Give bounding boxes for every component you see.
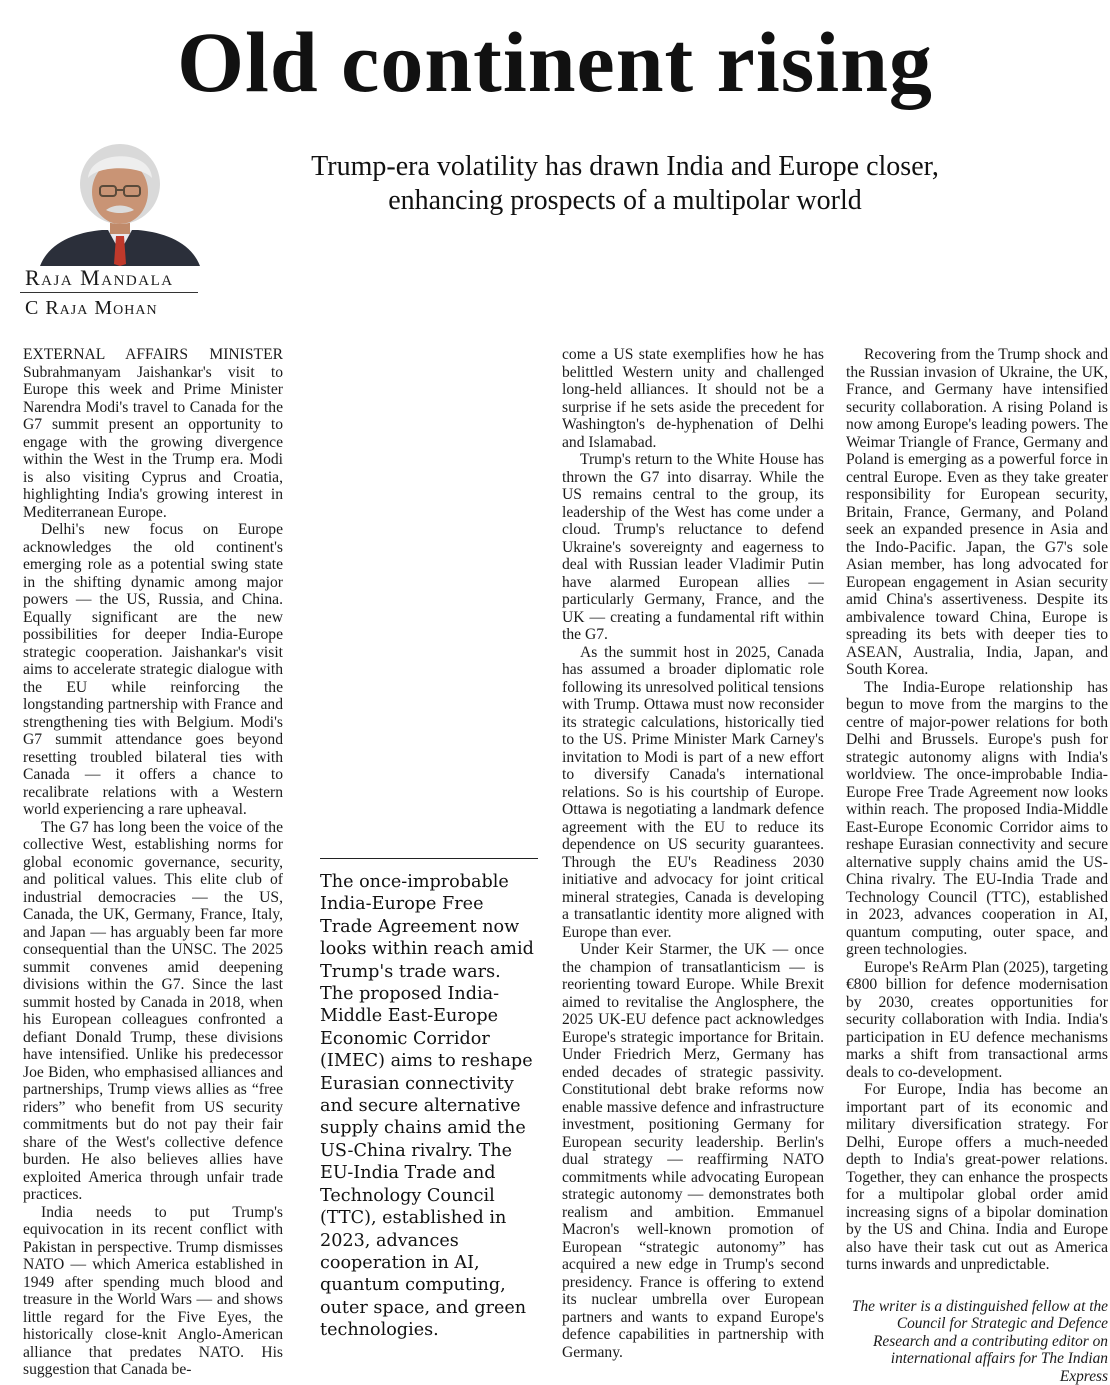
paragraph: Under Keir Starmer, the UK — once the champion of transatlanticism — is reorienting toward Europe. While Brexit aimed to revitalise the Anglosphere, the 2025 UK-EU defence pact acknowledges Europe's strategic importance for Britain. Under Friedrich Merz, Germany has ended decades of strategic passivity. Constitutional debt brake reforms now enable massive defence and infrastructure investment, positioning Germany for European security leadership. Berlin's dual strategy — reaffirming NATO commitments while advocating European strategic autonomy — demonstrates both realism and ambition. Emmanuel Macron's well-known promotion of European “strategic autonomy” has acquired a new edge in Trump's second presidency. France is offering to extend its nuclear umbrella over European partners and wants to expand Europe's defence capabilities in partnership with Germany.: [562, 941, 824, 1361]
paragraph: come a US state exemplifies how he has belittled Western unity and challenged long-held alliances. It should not be a surprise if he sets aside the precedent for Washington's de-hyphenation of Delhi and Islamabad.: [562, 346, 824, 451]
paragraph: For Europe, India has become an important part of its economic and military diversification strategy. For Delhi, Europe offers a much-needed depth to India's great-power relations. Together, they can enhance the prospects for a multipolar global order amid increasing signs of a bipolar domination by the US and China. India and Europe also have their task cut out as America turns inwards and unpredictable.: [846, 1081, 1108, 1274]
pull-quote: [320, 858, 538, 1342]
article-column-3: [846, 346, 1108, 1192]
pull-quote-text: The once-improbable India-Europe Free Trade Agreement now looks within reach amid Trump's trade wars. The proposed India-Middle East-Europe Economic Corridor (IMEC) aims to reshape Eurasian connectivity and secure alternative supply chains amid the US-China rivalry. The EU-India Trade and Technology Council (TTC), established in 2023, advances cooperation in AI, quantum computing, outer space, and green technologies.: [320, 871, 538, 1342]
author-note: The writer is a distinguished fellow at the Council for Strategic and Defence Research and a contributing editor on international affairs for The Indian Express: [846, 1298, 1108, 1385]
author-portrait-illustration: [30, 140, 210, 266]
article-column-1: [23, 346, 283, 1192]
byline-divider: [20, 292, 198, 293]
paragraph: Trump's return to the White House has thrown the G7 into disarray. While the US remains central to the group, its leadership of the West has come under a cloud. Trump's reluctance to defend Ukraine's sovereignty and eagerness to deal with Russian leader Vladimir Putin have alarmed European allies — particularly Germany, France, and the UK — creating a fundamental rift within the G7.: [562, 451, 824, 644]
article-column-2: [562, 346, 824, 1192]
deck-line-2: enhancing prospects of a multipolar world: [200, 184, 1050, 218]
headline: Old continent rising: [0, 12, 1110, 112]
paragraph: Delhi's new focus on Europe acknowledges the old continent's emerging role as a potential swing state in the shifting dynamic among major powers — the US, Russia, and China. Equally significant are the new possibilities for deeper India-Europe strategic cooperation. Jaishankar's visit aims to accelerate strategic dialogue with the EU while reinforcing the longstanding partnership with France and strengthening ties with Belgium. Modi's G7 summit attendance goes beyond resetting troubled bilateral ties with Canada — it offers a chance to recalibrate relations with a Western world experiencing a rare upheaval.: [23, 521, 283, 819]
byline: C Raja Mohan: [25, 296, 205, 320]
paragraph: Europe's ReArm Plan (2025), targeting €800 billion for defence modernisation by 2030, creates opportunities for security collaboration with India. India's participation in EU defence mechanisms marks a shift from transactional arms deals to co-development.: [846, 959, 1108, 1082]
paragraph: The India-Europe relationship has begun to move from the margins to the centre of major-power relations for both Delhi and Brussels. Europe's push for strategic autonomy aligns with India's worldview. The once-improbable India-Europe Free Trade Agreement now looks within reach. The proposed India-Middle East-Europe Economic Corridor aims to reshape Eurasian connectivity and secure alternative supply chains amid the US-China rivalry. The EU-India Trade and Technology Council (TTC), established in 2023, advances cooperation in AI, quantum computing, outer space, and green technologies.: [846, 679, 1108, 959]
paragraph: As the summit host in 2025, Canada has assumed a broader diplomatic role following its unresolved political tensions with Trump. Ottawa must now reconsider its strategic calculations, historically tied to the US. Prime Minister Mark Carney's invitation to Modi is part of a new effort to diversify Canada's international relations. So is his courtship of Europe. Ottawa is negotiating a landmark defence agreement with the EU to reduce its dependence on US security guarantees. Through the EU's Readiness 2030 initiative and advocacy for joint critical mineral strategies, Canada is developing a transatlantic identity more aligned with Europe than ever.: [562, 644, 824, 942]
paragraph: Recovering from the Trump shock and the Russian invasion of Ukraine, the UK, France, and Germany have intensified security collaboration. A rising Poland is now among Europe's leading powers. The Weimar Triangle of France, Germany and Poland is emerging as a powerful force in central Europe. Even as they take greater responsibility for European security, Britain, France, Germany, and Poland seek an expanded presence in Asia and the Indo-Pacific. Japan, the G7's sole Asian member, has long advocated for European engagement in Asian security amid China's assertiveness. Despite its ambivalence toward China, Europe is spreading its bets with deeper ties to ASEAN, Australia, India, Japan, and South Korea.: [846, 346, 1108, 679]
paragraph: EXTERNAL AFFAIRS MINISTER Subrahmanyam Jaishankar's visit to Europe this week and Prime Minister Narendra Modi's travel to Canada for the G7 summit present an opportunity to engage with the growing divergence within the West in the Trump era. Modi is also visiting Cyprus and Croatia, highlighting India's growing interest in Mediterranean Europe.: [23, 346, 283, 521]
paragraph: India needs to put Trump's equivocation in its recent conflict with Pakistan in perspective. Trump dismisses NATO — which America established in 1949 after spending much blood and treasure in the World Wars — and shows little regard for the Five Eyes, the historically close-knit Anglo-American alliance that predates NATO. His suggestion that Canada be-: [23, 1204, 283, 1379]
deck: [200, 150, 1050, 218]
paragraph: The G7 has long been the voice of the collective West, establishing norms for global economic governance, security, and political values. This elite club of industrial democracies — the US, Canada, the UK, Germany, France, Italy, and Japan — has arguably been far more consequential than the UNSC. The 2025 summit convenes amid deepening divisions within the G7. Since the last summit hosted by Canada in 2018, when his European colleagues confronted a defiant Donald Trump, these divisions have intensified. Unlike his predecessor Joe Biden, who emphasised alliances and partnerships, Trump views allies as “free riders” who benefit from US security commitments but do not pay their fair share of the West's collective defence burden. He also believes allies have exploited America through unfair trade practices.: [23, 819, 283, 1204]
deck-line-1: Trump-era volatility has drawn India and Europe closer,: [200, 150, 1050, 184]
column-name: Raja Mandala: [25, 266, 195, 290]
